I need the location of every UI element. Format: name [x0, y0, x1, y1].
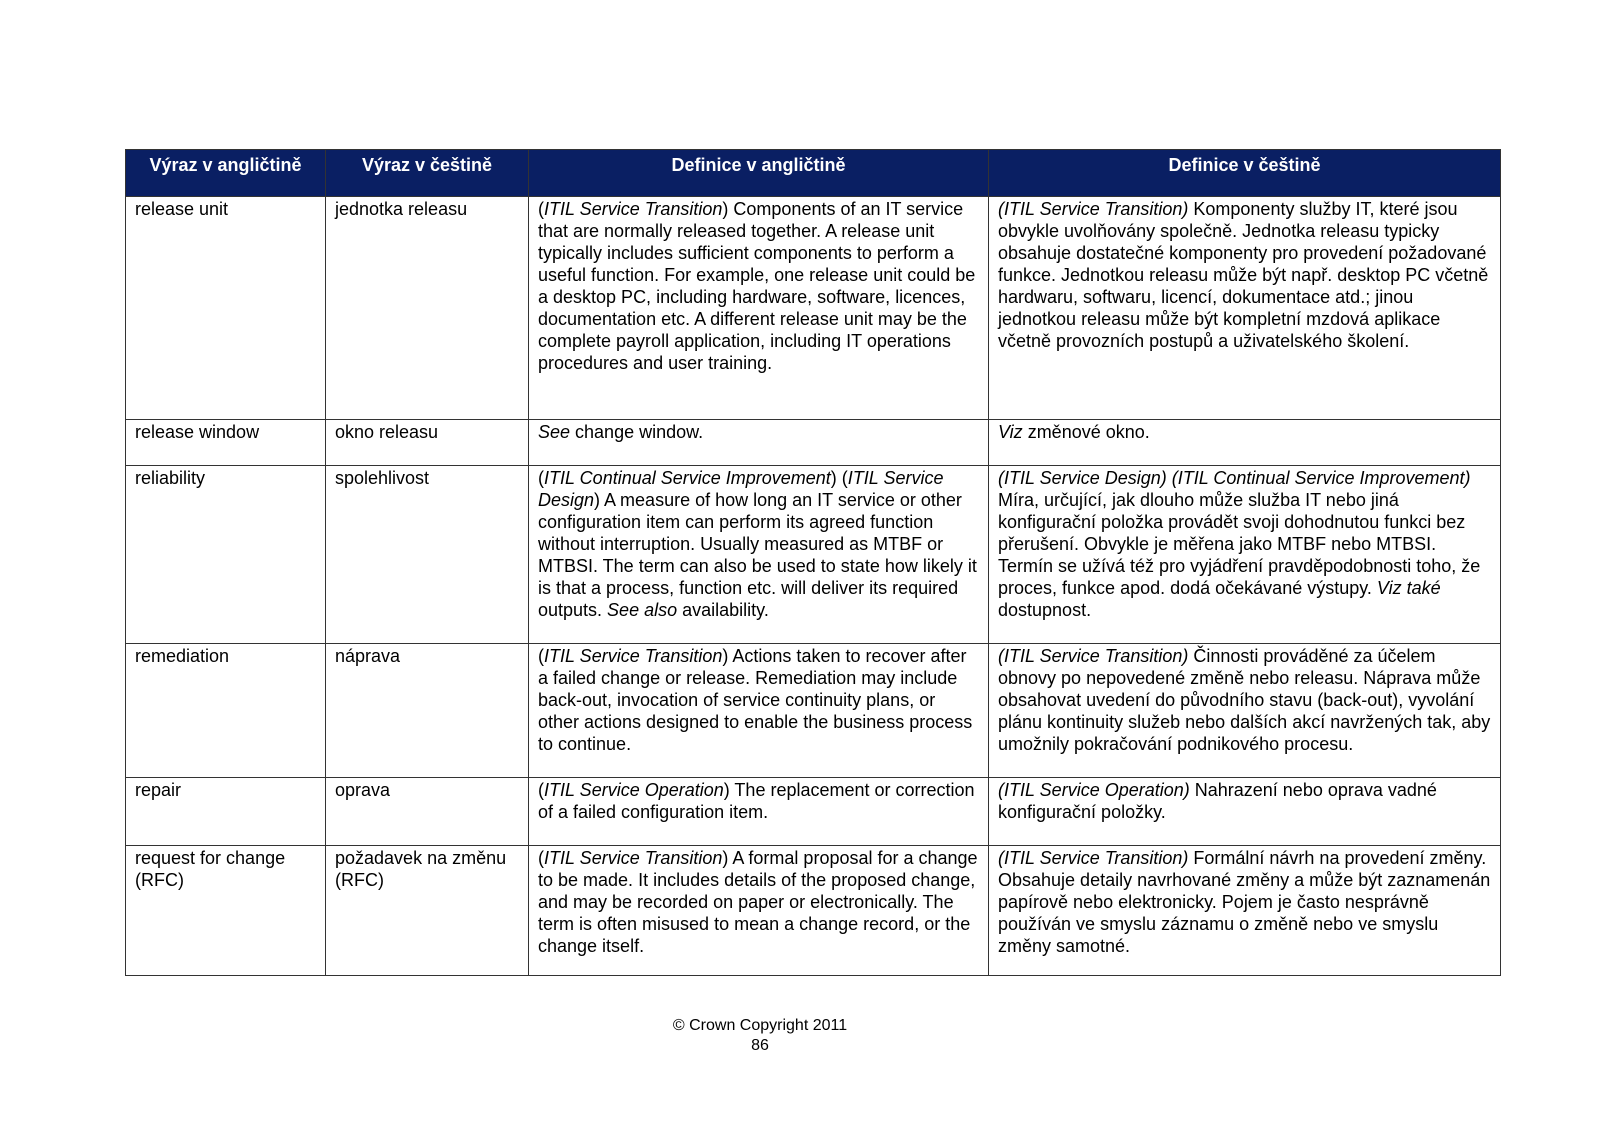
definition-cs-cell: (ITIL Service Operation) Nahrazení nebo oprava vadné konfigurační položky. — [989, 778, 1501, 846]
term-cs-cell: jednotka releasu — [326, 197, 529, 420]
term-cs-cell: spolehlivost — [326, 466, 529, 644]
definition-en-cell: See change window. — [529, 420, 989, 466]
table-row — [126, 846, 1501, 976]
copyright-notice: © Crown Copyright 2011 — [672, 1017, 848, 1034]
header-definition-cs: Definice v češtině — [989, 150, 1501, 197]
table-row — [126, 197, 1501, 420]
table-row — [126, 644, 1501, 778]
term-en-cell: remediation — [126, 644, 326, 778]
table-row — [126, 420, 1501, 466]
definition-cs-cell: (ITIL Service Design) (ITIL Continual Service Improvement) Míra, určující, jak dlouho může služba IT nebo jiná konfigurační položka provádět svoji dohodnutou funkci bez přerušení. Obvykle je měřena jako MTBF nebo MTBSI. Termín se užívá též pro vyjádření pravděpodobnosti toho, že proces, funkce apod. dodá očekávané výstupy. Viz také dostupnost. — [989, 466, 1501, 644]
glossary-table — [125, 149, 1501, 976]
definition-en-cell: (ITIL Continual Service Improvement) (ITIL Service Design) A measure of how long an IT service or other configuration item can perform its agreed function without interruption. Usually measured as MTBF or MTBSI. The term can also be used to state how likely it is that a process, function etc. will deliver its required outputs. See also availability. — [529, 466, 989, 644]
term-en-cell: repair — [126, 778, 326, 846]
definition-en-cell: (ITIL Service Transition) Actions taken to recover after a failed change or release. Remediation may include back-out, invocation of service continuity plans, or other actions designed to enable the business process to continue. — [529, 644, 989, 778]
term-en-cell: release window — [126, 420, 326, 466]
term-en-cell: release unit — [126, 197, 326, 420]
definition-cs-cell: (ITIL Service Transition) Komponenty služby IT, které jsou obvykle uvolňovány společně. Jednotka releasu typicky obsahuje dostatečné komponenty pro provedení požadované funkce. Jednotkou releasu může být např. desktop PC včetně hardwaru, softwaru, licencí, dokumentace atd.; jinou jednotkou releasu může být kompletní mzdová aplikace včetně provozních postupů a uživatelského školení. — [989, 197, 1501, 420]
header-term-cs: Výraz v češtině — [326, 150, 529, 197]
definition-cs-cell: (ITIL Service Transition) Činnosti prováděné za účelem obnovy po nepovedené změně nebo releasu. Náprava může obsahovat uvedení do původního stavu (back-out), vyvolání plánu kontinuity služeb nebo dalších akcí navržených tak, aby umožnily pokračování podnikového procesu. — [989, 644, 1501, 778]
term-cs-cell: oprava — [326, 778, 529, 846]
definition-en-cell: (ITIL Service Transition) A formal proposal for a change to be made. It includes details of the proposed change, and may be recorded on paper or electronically. The term is often misused to mean a change record, or the change itself. — [529, 846, 989, 976]
table-row — [126, 466, 1501, 644]
page-footer — [0, 1016, 1520, 1056]
header-term-en: Výraz v angličtině — [126, 150, 326, 197]
term-en-cell: request for change (RFC) — [126, 846, 326, 976]
page-number: 86 — [751, 1037, 769, 1054]
definition-cs-cell: Viz změnové okno. — [989, 420, 1501, 466]
header-definition-en: Definice v angličtině — [529, 150, 989, 197]
term-cs-cell: náprava — [326, 644, 529, 778]
table-row — [126, 778, 1501, 846]
definition-en-cell: (ITIL Service Operation) The replacement or correction of a failed configuration item. — [529, 778, 989, 846]
term-cs-cell: požadavek na změnu (RFC) — [326, 846, 529, 976]
definition-en-cell: (ITIL Service Transition) Components of an IT service that are normally released together. A release unit typically includes sufficient components to perform a useful function. For example, one release unit could be a desktop PC, including hardware, software, licences, documentation etc. A different release unit may be the complete payroll application, including IT operations procedures and user training. — [529, 197, 989, 420]
term-cs-cell: okno releasu — [326, 420, 529, 466]
term-en-cell: reliability — [126, 466, 326, 644]
table-header-row — [126, 150, 1501, 197]
definition-cs-cell: (ITIL Service Transition) Formální návrh na provedení změny. Obsahuje detaily navrhované změny a může být zaznamenán papírově nebo elektronicky. Pojem je často nesprávně používán ve smyslu záznamu o změně nebo ve smyslu změny samotné. — [989, 846, 1501, 976]
